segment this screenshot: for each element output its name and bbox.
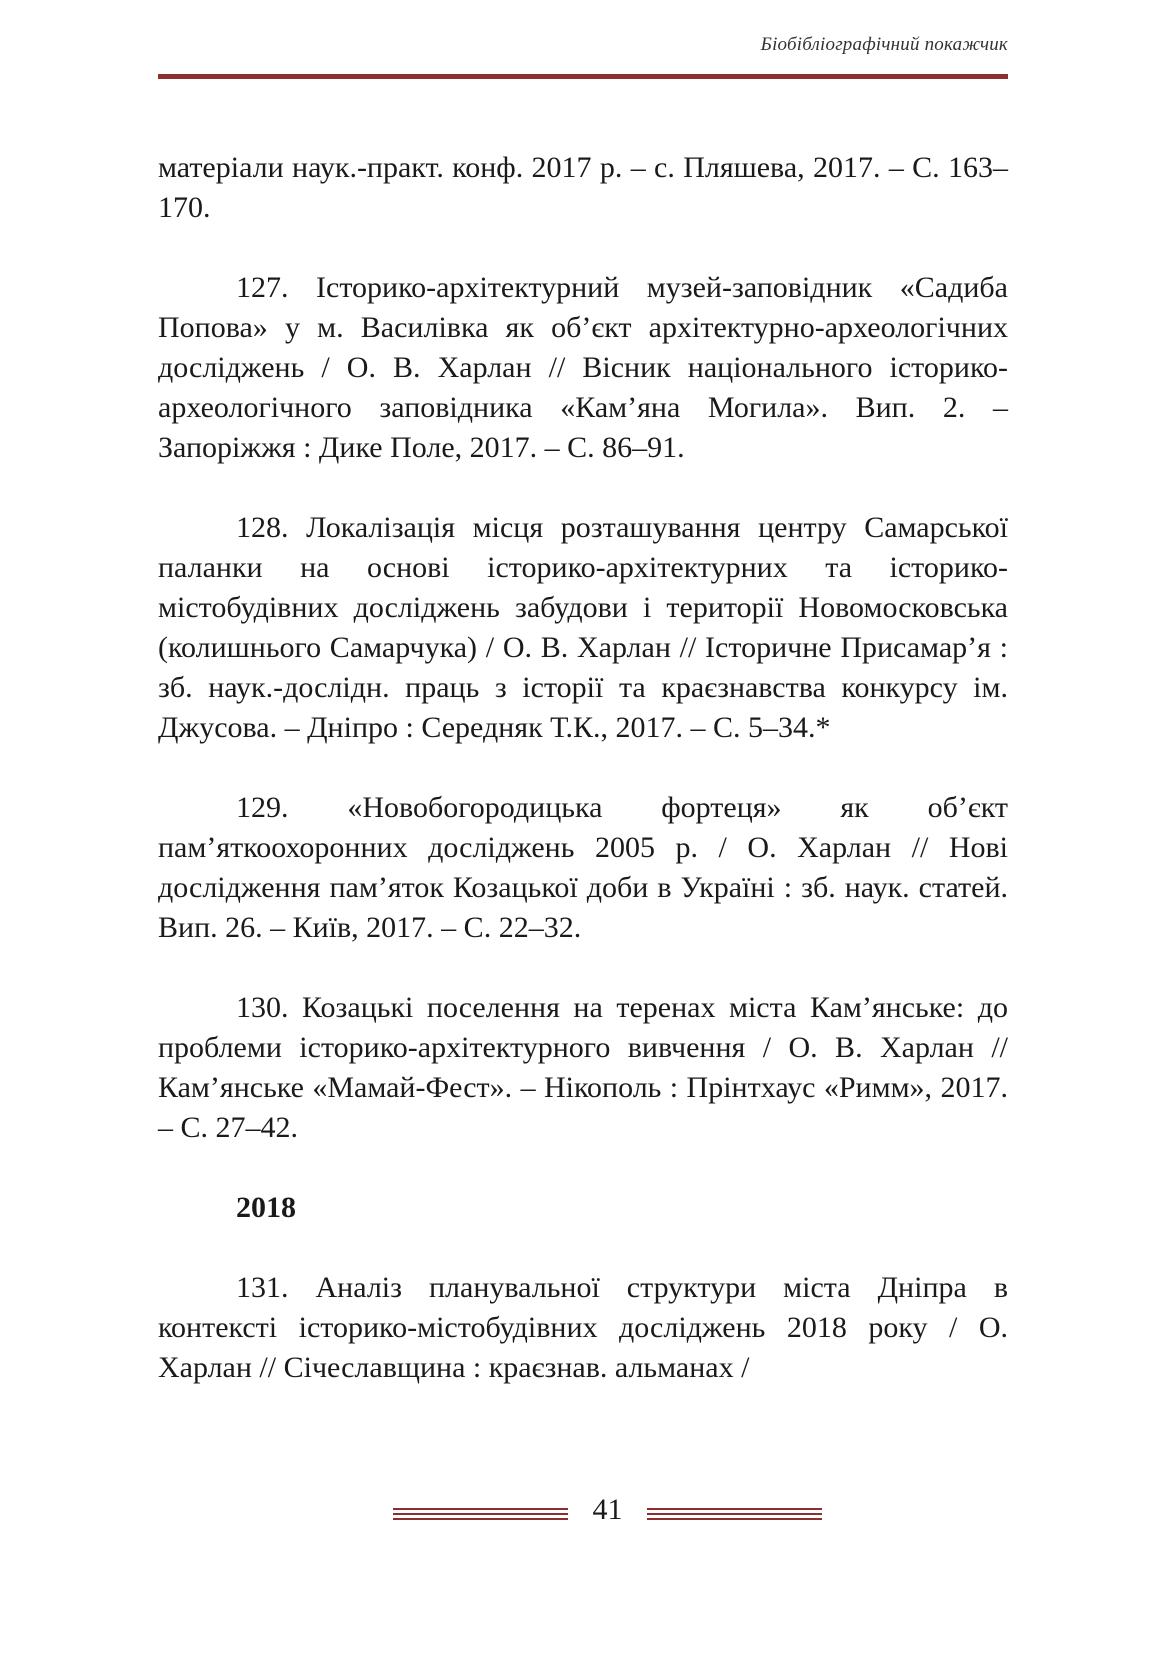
- entry-131: 131. Аналіз планувальної структури міста Дніпра в контексті історико-містобудівних досліджень 2018 року / О. Харлан // Січеславщина : краєзнав. альманах /: [158, 1271, 1008, 1384]
- footer-ornament-right: [647, 1508, 822, 1523]
- spacer: [158, 948, 1008, 988]
- spacer: [158, 468, 1008, 508]
- entry-continuation: матеріали наук.-практ. конф. 2017 р. – с. Пляшева, 2017. – С. 163–170.: [158, 151, 1008, 224]
- footer-ornament-left: [393, 1508, 568, 1523]
- running-header: Біобібліографічний покажчик: [760, 34, 1008, 55]
- spacer: [158, 748, 1008, 788]
- entry-127: 127. Історико-архітектурний музей-заповідник «Садиба Попова» у м. Василівка як об’єкт архітектурно-археологічних досліджень / О. В. Харлан // Вісник національного історико-археологічного заповідника «Кам’яна Могила». Вип. 2. – Запоріжжя : Дике Поле, 2017. – С. 86–91.: [158, 271, 1008, 464]
- entry-130: 130. Козацькі поселення на теренах міста Кам’янське: до проблеми історико-архітектурного вивчення / О. В. Харлан // Кам’янське «Мамай-Фест». – Нікополь : Прінтхаус «Римм», 2017. – С. 27–42.: [158, 991, 1008, 1144]
- header-divider: [158, 74, 1008, 79]
- spacer: [158, 228, 1008, 268]
- page-body: [158, 148, 1008, 1388]
- entry-128: 128. Локалізація місця розташування центру Самарської паланки на основі історико-архітектурних та історико-містобудівних досліджень забудови і території Новомосковська (колишнього Самарчука) / О. В. Харлан // Історичне Присамар’я : зб. наук.-дослідн. праць з історії та краєзнавства конкурсу ім. Джусова. – Дніпро : Середняк Т.К., 2017. – С. 5–34.*: [158, 511, 1008, 744]
- page-footer: [0, 1492, 1166, 1532]
- page-number: 41: [592, 1493, 623, 1526]
- year-heading: 2018: [236, 1191, 296, 1224]
- spacer: [158, 1228, 1008, 1268]
- entry-129: 129. «Новобогородицька фортеця» як об’єкт пам’яткоохоронних досліджень 2005 р. / О. Харлан // Нові дослідження пам’яток Козацької доби в Україні : зб. наук. статей. Вип. 26. – Київ, 2017. – С. 22–32.: [158, 791, 1008, 944]
- spacer: [158, 1148, 1008, 1188]
